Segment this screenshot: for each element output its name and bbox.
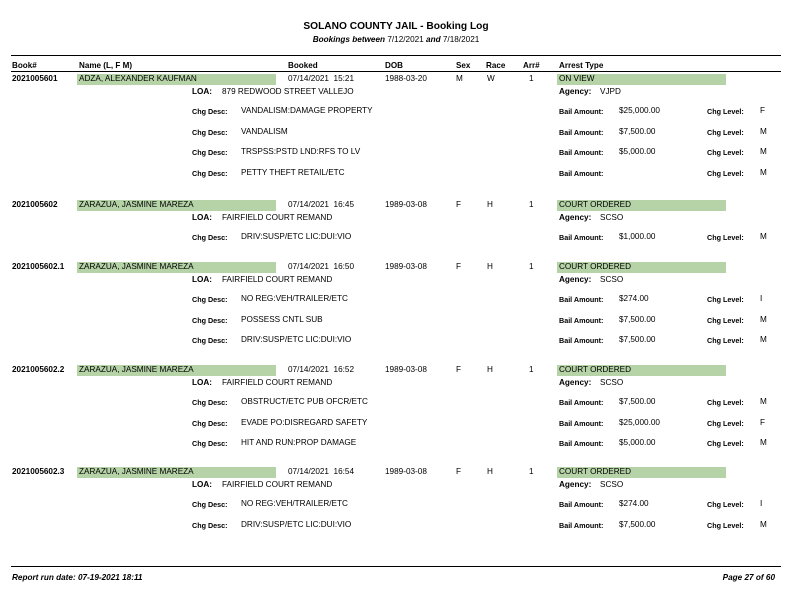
- book-number: 2021005601: [12, 74, 58, 83]
- bail-amount-value: $25,000.00: [619, 417, 660, 427]
- chg-level-label: Chg Level:: [707, 127, 744, 137]
- chg-desc-label: Chg Desc:: [192, 315, 228, 325]
- inmate-name: ZARAZUA, JASMINE MAREZA: [79, 262, 194, 271]
- col-dob: DOB: [385, 61, 403, 70]
- chg-desc-value: NO REG:VEH/TRAILER/ETC: [241, 499, 348, 508]
- chg-desc-value: OBSTRUCT/ETC PUB OFCR/ETC: [241, 397, 368, 406]
- chg-desc-value: VANDALISM:DAMAGE PROPERTY: [241, 106, 373, 115]
- booked-datetime: 07/14/2021 15:21: [288, 74, 355, 83]
- book-number: 2021005602: [12, 200, 58, 209]
- sex: F: [456, 467, 462, 476]
- bail-amount-value: $1,000.00: [619, 232, 656, 241]
- inmate-name: ZARAZUA, JASMINE MAREZA: [79, 200, 194, 209]
- bail-amount-label: Bail Amount:: [559, 233, 604, 242]
- chg-desc-label: Chg Desc:: [192, 500, 228, 509]
- chg-level-value: M: [760, 167, 767, 177]
- chg-desc-label: Chg Desc:: [192, 439, 228, 448]
- chg-level-label: Chg Level:: [707, 107, 744, 116]
- chg-level-label: Chg Level:: [707, 233, 744, 242]
- arrest-number: 1: [529, 467, 534, 476]
- col-booked: Booked: [288, 61, 318, 70]
- agency-label: Agency:: [559, 213, 592, 222]
- bail-amount-label: Bail Amount:: [559, 107, 604, 116]
- col-arr: Arr#: [523, 61, 540, 70]
- booking-record: [0, 74, 792, 178]
- chg-level-value: M: [760, 335, 767, 344]
- charge-row: [0, 147, 792, 159]
- arrest-type: ON VIEW: [559, 74, 595, 83]
- subtitle-start-date: 7/12/2021: [387, 35, 424, 44]
- chg-level-value: M: [760, 438, 767, 447]
- chg-desc-label: Chg Desc:: [192, 520, 228, 530]
- bail-amount-value: $5,000.00: [619, 147, 656, 156]
- book-number: 2021005602.1: [12, 262, 65, 271]
- dob: 1989-03-08: [385, 200, 427, 209]
- arrest-type: COURT ORDERED: [559, 200, 632, 209]
- inmate-name: ADZA, ALEXANDER KAUFMAN: [79, 74, 197, 83]
- arrest-number: 1: [529, 74, 534, 83]
- loa-label: LOA:: [192, 378, 213, 387]
- booking-record: [0, 365, 792, 465]
- charge-row: [0, 232, 792, 244]
- agency-label: Agency:: [559, 87, 592, 96]
- dob: 1989-03-08: [385, 365, 427, 374]
- charge-row: [0, 520, 792, 532]
- chg-desc-value: EVADE PO:DISREGARD SAFETY: [241, 417, 368, 427]
- report-subtitle: [0, 35, 792, 44]
- book-number: 2021005602.3: [12, 467, 65, 476]
- inmate-name: ZARAZUA, JASMINE MAREZA: [79, 365, 194, 374]
- chg-level-value: M: [760, 232, 767, 241]
- loa-value: FAIRFIELD COURT REMAND: [222, 480, 333, 489]
- charge-row: [0, 418, 792, 430]
- loa-value: 879 REDWOOD STREET VALLEJO: [222, 87, 354, 96]
- chg-desc-label: Chg Desc:: [192, 107, 228, 116]
- chg-level-label: Chg Level:: [707, 418, 744, 428]
- sex: F: [456, 365, 462, 374]
- chg-desc-label: Chg Desc:: [192, 398, 228, 407]
- col-arrest-type: Arrest Type: [559, 61, 604, 70]
- loa-value: FAIRFIELD COURT REMAND: [222, 275, 333, 284]
- sex: F: [456, 200, 462, 209]
- dob: 1988-03-20: [385, 74, 427, 83]
- col-sex: Sex: [456, 61, 471, 70]
- agency-value: SCSO: [600, 213, 624, 222]
- booked-datetime: 07/14/2021 16:50: [288, 262, 355, 271]
- col-book: Book#: [12, 61, 37, 70]
- bail-amount-value: $274.00: [619, 294, 649, 303]
- agency-value: SCSO: [600, 275, 624, 284]
- bail-amount-value: $7,500.00: [619, 335, 656, 344]
- sex: M: [456, 74, 463, 83]
- sex: F: [456, 262, 462, 271]
- loa-label: LOA:: [192, 213, 213, 222]
- agency-label: Agency:: [559, 480, 592, 489]
- bail-amount-label: Bail Amount:: [559, 500, 604, 509]
- bail-amount-value: $7,500.00: [619, 397, 656, 406]
- chg-level-value: M: [760, 397, 767, 406]
- charge-row: [0, 106, 792, 118]
- arrest-type: COURT ORDERED: [559, 262, 632, 271]
- chg-desc-value: HIT AND RUN:PROP DAMAGE: [241, 438, 357, 447]
- race: H: [487, 365, 493, 374]
- agency-label: Agency:: [559, 378, 592, 387]
- loa-label: LOA:: [192, 480, 213, 489]
- booked-datetime: 07/14/2021 16:52: [288, 365, 355, 374]
- chg-desc-label: Chg Desc:: [192, 418, 228, 428]
- bail-amount-value: $7,500.00: [619, 126, 656, 136]
- booking-record: [0, 467, 792, 567]
- arrest-number: 1: [529, 262, 534, 271]
- chg-level-value: F: [760, 106, 766, 115]
- chg-desc-label: Chg Desc:: [192, 295, 228, 304]
- chg-level-value: I: [760, 294, 763, 303]
- report-run-date: Report run date: 07-19-2021 18:11: [12, 573, 143, 582]
- chg-level-label: Chg Level:: [707, 148, 744, 157]
- chg-level-label: Chg Level:: [707, 398, 744, 407]
- chg-desc-value: NO REG:VEH/TRAILER/ETC: [241, 294, 348, 303]
- chg-desc-label: Chg Desc:: [192, 148, 228, 157]
- inmate-name: ZARAZUA, JASMINE MAREZA: [79, 467, 194, 476]
- chg-level-label: Chg Level:: [707, 336, 744, 345]
- chg-level-label: Chg Level:: [707, 295, 744, 304]
- bail-amount-label: Bail Amount:: [559, 439, 604, 448]
- page-number: Page 27 of 60: [722, 573, 775, 582]
- arrest-number: 1: [529, 200, 534, 209]
- chg-level-value: M: [760, 126, 767, 136]
- bail-amount-label: Bail Amount:: [559, 295, 604, 304]
- charge-row: [0, 335, 792, 347]
- booking-record: [0, 262, 792, 362]
- subtitle-and: and: [426, 35, 441, 44]
- chg-desc-label: Chg Desc:: [192, 168, 228, 178]
- race: H: [487, 262, 493, 271]
- booked-datetime: 07/14/2021 16:54: [288, 467, 355, 476]
- bail-amount-label: Bail Amount:: [559, 336, 604, 345]
- chg-desc-label: Chg Desc:: [192, 336, 228, 345]
- agency-value: SCSO: [600, 480, 624, 489]
- bail-amount-label: Bail Amount:: [559, 315, 604, 325]
- loa-label: LOA:: [192, 275, 213, 284]
- chg-level-label: Chg Level:: [707, 520, 744, 530]
- chg-level-value: M: [760, 147, 767, 156]
- loa-value: FAIRFIELD COURT REMAND: [222, 378, 333, 387]
- arrest-type: COURT ORDERED: [559, 467, 632, 476]
- chg-desc-value: DRIV:SUSP/ETC LIC:DUI:VIO: [241, 335, 352, 344]
- col-name: Name (L, F M): [79, 61, 133, 70]
- arrest-number: 1: [529, 365, 534, 374]
- charge-row: [0, 499, 792, 511]
- charge-row: [0, 397, 792, 409]
- chg-level-label: Chg Level:: [707, 168, 744, 178]
- chg-desc-value: DRIV:SUSP/ETC LIC:DUI:VIO: [241, 519, 352, 529]
- race: H: [487, 467, 493, 476]
- chg-level-label: Chg Level:: [707, 439, 744, 448]
- bail-amount-label: Bail Amount:: [559, 398, 604, 407]
- bail-amount-label: Bail Amount:: [559, 148, 604, 157]
- header-bottom-rule: [11, 71, 781, 72]
- race: H: [487, 200, 493, 209]
- chg-desc-value: PETTY THEFT RETAIL/ETC: [241, 167, 345, 177]
- charge-row: [0, 168, 792, 180]
- chg-desc-label: Chg Desc:: [192, 127, 228, 137]
- bail-amount-label: Bail Amount:: [559, 520, 604, 530]
- charge-row: [0, 438, 792, 450]
- subtitle-end-date: 7/18/2021: [442, 35, 480, 44]
- loa-value: FAIRFIELD COURT REMAND: [222, 213, 333, 222]
- chg-desc-value: VANDALISM: [241, 126, 288, 136]
- bail-amount-value: $7,500.00: [619, 314, 656, 324]
- bail-amount-label: Bail Amount:: [559, 168, 604, 178]
- bail-amount-value: $5,000.00: [619, 438, 656, 447]
- chg-level-value: M: [760, 314, 767, 324]
- col-race: Race: [486, 61, 506, 70]
- dob: 1989-03-08: [385, 467, 427, 476]
- chg-level-value: I: [760, 499, 763, 508]
- agency-label: Agency:: [559, 275, 592, 284]
- charge-row: [0, 127, 792, 139]
- chg-level-label: Chg Level:: [707, 500, 744, 509]
- charge-row: [0, 294, 792, 306]
- agency-value: VJPD: [600, 87, 621, 96]
- footer-rule: [11, 566, 781, 567]
- bail-amount-value: $7,500.00: [619, 519, 656, 529]
- chg-desc-value: POSSESS CNTL SUB: [241, 314, 323, 324]
- bail-amount-label: Bail Amount:: [559, 418, 604, 428]
- bail-amount-value: $274.00: [619, 499, 649, 508]
- bail-amount-value: $25,000.00: [619, 106, 660, 115]
- agency-value: SCSO: [600, 378, 624, 387]
- chg-desc-value: TRSPSS:PSTD LND:RFS TO LV: [241, 147, 361, 156]
- booked-datetime: 07/14/2021 16:45: [288, 200, 355, 209]
- book-number: 2021005602.2: [12, 365, 65, 374]
- chg-level-label: Chg Level:: [707, 315, 744, 325]
- chg-desc-label: Chg Desc:: [192, 233, 228, 242]
- chg-desc-value: DRIV:SUSP/ETC LIC:DUI:VIO: [241, 232, 352, 241]
- header-top-rule: [11, 55, 781, 56]
- charge-row: [0, 315, 792, 327]
- arrest-type: COURT ORDERED: [559, 365, 632, 374]
- race: W: [487, 74, 495, 83]
- chg-level-value: F: [760, 417, 766, 427]
- dob: 1989-03-08: [385, 262, 427, 271]
- report-title: SOLANO COUNTY JAIL - Booking Log: [303, 21, 489, 32]
- subtitle-prefix: Bookings between: [312, 35, 386, 44]
- loa-label: LOA:: [192, 87, 213, 96]
- bail-amount-label: Bail Amount:: [559, 127, 604, 137]
- chg-level-value: M: [760, 519, 767, 529]
